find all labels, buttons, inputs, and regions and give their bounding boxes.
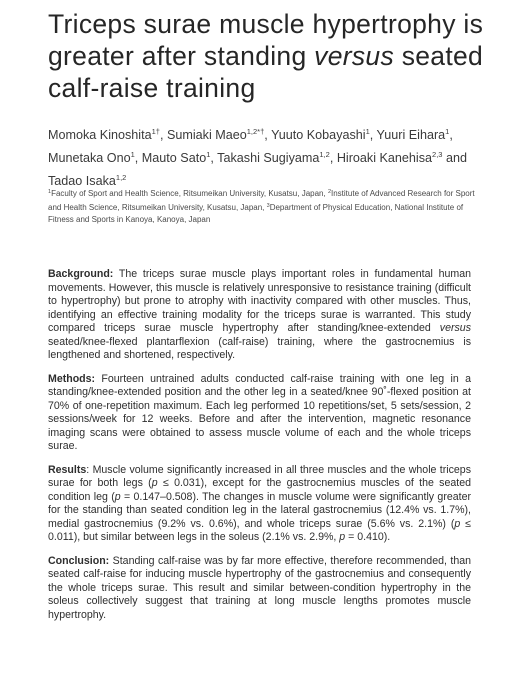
author: Momoka Kinoshita$^{1\dagger}$,: [48, 127, 167, 142]
author: Sumiaki Maeo$^{1,2*\dagger}$,: [166, 127, 272, 142]
section-heading: Methods:: [48, 372, 96, 385]
abstract-results: Results: Muscle volume significantly increased in all three muscles and the whole triceps surae for both legs (p ≤ 0.031), except for the gastrocnemius muscles of the seated condition leg (p = 0.147–0.508). The changes in muscle volume were significantly greater for the standing than seated condition leg in the lateral gastrocnemius (12.4% vs. 1.7%), medial gastrocnemius (9.2% vs. 0.6%), and whole triceps surae (5.6% vs. 2.1%) (p ≤ 0.011), but similar between legs in the soleus (2.1% vs. 2.9%, p = 0.410).: [48, 463, 471, 543]
section-heading: Conclusion:: [48, 554, 110, 567]
affiliations: [48, 186, 488, 227]
author: Takashi Sugiyama$^{1,2}$,: [217, 150, 337, 165]
section-heading: Results: [48, 463, 87, 476]
affiliation: $^1$Faculty of Sport and Health Science, Ritsumeikan University, Kusatsu, Japan,: [48, 189, 328, 198]
author: Mauto Sato$^1$,: [141, 150, 218, 165]
author: Tadao Isaka$^{1,2}$: [48, 173, 127, 188]
title-text: Triceps surae muscle hypertrophy is greater after standing: [48, 9, 484, 71]
abstract-conclusion: Conclusion: Standing calf-raise was by far more effective, therefore recommended, than seated calf-raise for inducing muscle hypertrophy of the gastrocnemius and consequently the whole triceps surae. This result and similar between-condition hypertrophy in the soleus collectively suggest that training at long muscle lengths promotes muscle hypertrophy.: [48, 554, 471, 621]
paper-title: [48, 8, 498, 104]
affiliation: $^3$Department of Physical Education, National Institute of Fitness and Sports in Kanoya, Kanoya, Japan: [48, 203, 464, 225]
abstract-methods: Methods: Fourteen untrained adults conducted calf-raise training with one leg in a standing/knee-extended position and the other leg in a seated/knee 90˚-flexed position at 70% of one-repetition maximum. Each leg performed 10 repetitions/set, 5 sets/session, 2 sessions/week for 12 weeks. Before and after the intervention, magnetic resonance imaging scans were obtained to assess muscle volume of each and the whole triceps surae.: [48, 372, 471, 452]
author: Yuuri Eihara$^1$,: [376, 127, 453, 142]
author-list: [48, 122, 488, 191]
author: Yuuto Kobayashi$^1$,: [271, 127, 377, 142]
title-italic-word: versus: [314, 41, 395, 71]
author: Munetaka Ono$^1$,: [48, 150, 142, 165]
author: Hiroaki Kanehisa$^{2,3}$ and: [336, 150, 467, 165]
affiliation: $^2$Institute of Advanced Research for Sport and Health Science, Ritsumeikan University, Kusatsu, Japan,: [48, 189, 475, 213]
abstract: [48, 268, 471, 632]
section-heading: Background:: [48, 268, 114, 280]
title-text-end: seated calf-raise training: [48, 41, 484, 103]
abstract-background: Background: The triceps surae muscle plays important roles in fundamental human movements. However, this muscle is relatively unresponsive to resistance training (difficult to hypertrophy) but prone to atrophy with inactivity compared with other muscles. Thus, identifying an effective training modality for the triceps surae is warranted. This study compared triceps surae muscle hypertrophy after standing/knee-extended versus seated/knee-flexed plantarflexion (calf-raise) training, where the gastrocnemius is lengthened and shortened, respectively.: [48, 268, 471, 361]
